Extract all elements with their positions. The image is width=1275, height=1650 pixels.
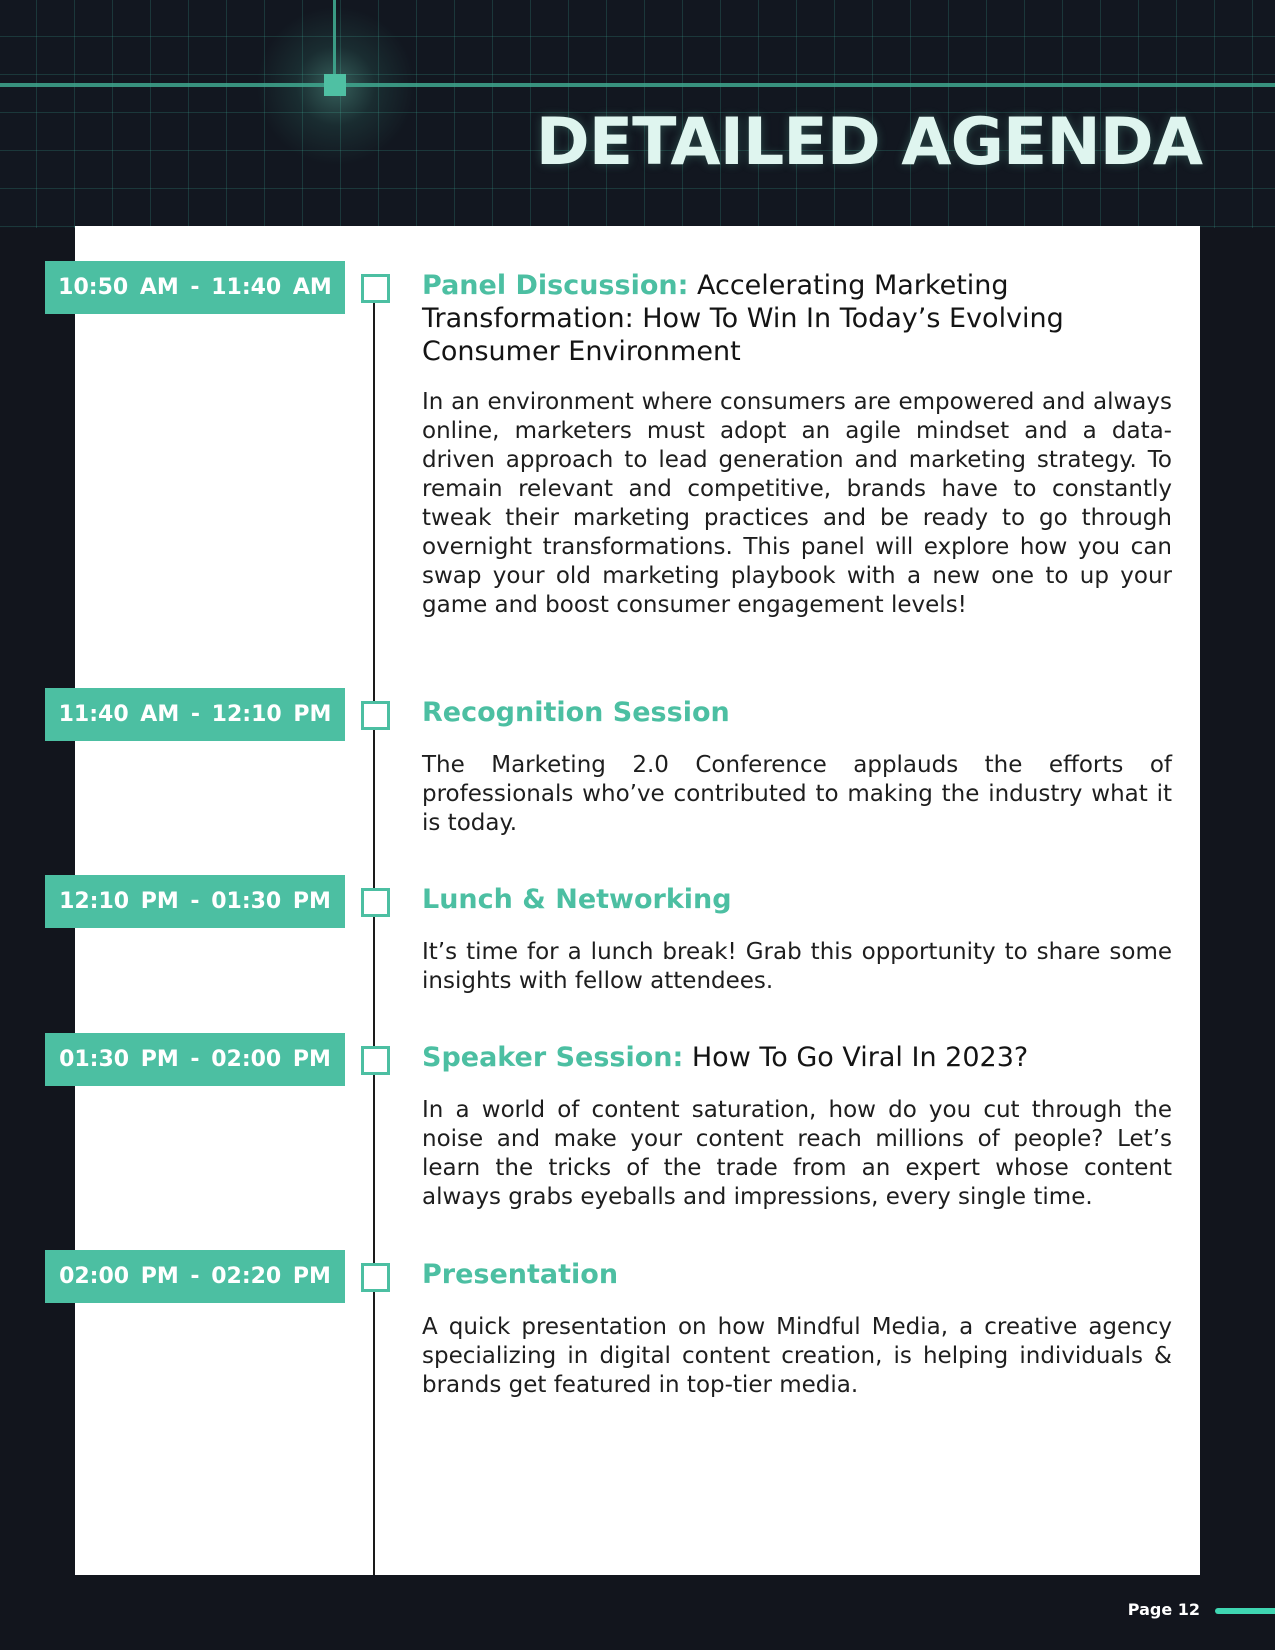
checkbox-marker [361, 701, 390, 730]
item-description: A quick presentation on how Mindful Media, a creative agency specializing in digital content creation, is helping individuals & brands get featured in top-tier media. [422, 1314, 1172, 1398]
time-tag: 12:10 PM - 01:30 PM [45, 875, 345, 928]
item-description: In an environment where consumers are empowered and always online, marketers must adopt an agile mindset and a data-driven approach to lead generation and marketing strategy. To remain relevant and competitive, brands have to constantly tweak their marketing practices and be ready to go through overnight transformations. This panel will explore how you can swap your old marketing playbook with a new one to up your game and boost consumer engagement levels! [422, 389, 1172, 618]
item-title-highlight: Panel Discussion: [422, 270, 689, 301]
item-title [422, 269, 1122, 368]
grid-horizontal-line [0, 83, 1275, 87]
item-description: The Marketing 2.0 Conference applauds the efforts of professionals who’ve contributed to making the industry what it is today. [422, 752, 1172, 836]
checkbox-marker [361, 1263, 390, 1292]
item-description: In a world of content saturation, how do you cut through the noise and make your content reach millions of people? Let’s learn the tricks of the trade from an expert whose content always grabs eyeballs and impressions, every single time. [422, 1097, 1172, 1210]
item-title-highlight: Presentation [422, 1259, 619, 1290]
item-title-rest: How To Go Viral In 2023? [683, 1042, 1029, 1073]
item-title [422, 883, 1122, 916]
item-title-rest: Accelerating Marketing Transformation: How To Win In Today’s Evolving Consumer Environment [422, 270, 1064, 367]
page-number: Page 12 [1127, 1600, 1200, 1619]
time-tag: 10:50 AM - 11:40 AM [45, 261, 345, 314]
timeline-line [373, 288, 375, 1575]
item-title-highlight: Recognition Session [422, 697, 730, 728]
checkbox-marker [361, 888, 390, 917]
grid-node-square [324, 74, 346, 96]
item-title [422, 1041, 1122, 1074]
checkbox-marker [361, 274, 390, 303]
time-tag: 01:30 PM - 02:00 PM [45, 1033, 345, 1086]
header-banner [0, 0, 1275, 228]
time-tag: 02:00 PM - 02:20 PM [45, 1250, 345, 1303]
item-title [422, 696, 1122, 729]
item-description: It’s time for a lunch break! Grab this opportunity to share some insights with fellow attendees. [422, 939, 1172, 994]
footer-accent-bar [1215, 1608, 1275, 1614]
page-title: DETAILED AGENDA [535, 105, 1202, 180]
item-title [422, 1258, 1122, 1291]
item-title-highlight: Lunch & Networking [422, 884, 732, 915]
item-title-highlight: Speaker Session: [422, 1042, 684, 1073]
checkbox-marker [361, 1046, 390, 1075]
time-tag: 11:40 AM - 12:10 PM [45, 688, 345, 741]
